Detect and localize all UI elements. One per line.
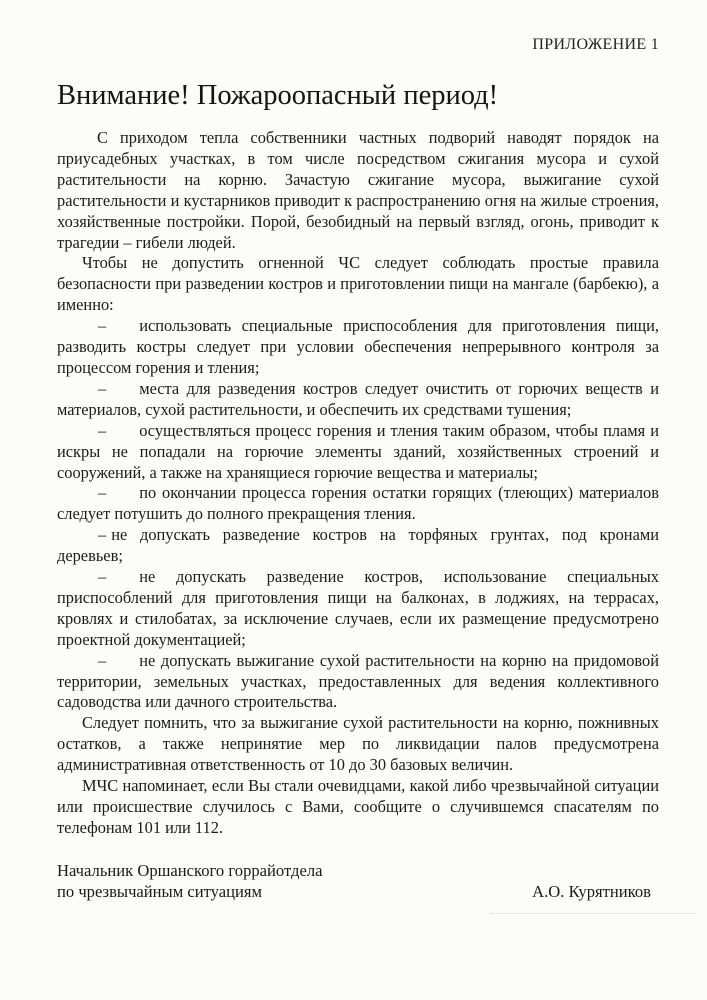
signature-position-line1: Начальник Оршанского горрайотдела — [57, 860, 323, 880]
bullet-marker: – — [98, 316, 107, 336]
bullet-marker: – — [98, 567, 107, 587]
signature-block — [57, 861, 659, 903]
paragraph-text: Чтобы не допустить огненной ЧС следует соблюдать простые правила безопасности при разведении костров и приготовлении пищи на мангале (барбекю), а именно: — [57, 253, 659, 315]
paragraph — [57, 128, 659, 253]
bullet-item — [57, 316, 659, 379]
signature-name: А.О. Курятников — [532, 881, 651, 901]
bullet-marker: – — [98, 378, 107, 398]
paragraph — [57, 253, 659, 316]
scan-artifact — [490, 913, 695, 914]
paragraph-text: использовать специальные приспособления для приготовления пищи, разводить костры следует при условии обеспечения непрерывного контроля за процессом горения и тления; — [57, 316, 659, 377]
bullet-item — [57, 525, 659, 567]
paragraph-text: по окончании процесса горения остатки горящих (тлеющих) материалов следует потушить до полного прекращения тления. — [57, 483, 659, 524]
appendix-label: ПРИЛОЖЕНИЕ 1 — [532, 36, 659, 53]
signature-position — [57, 861, 322, 903]
bullet-marker: – — [98, 525, 107, 545]
paragraph-text: места для разведения костров следует очистить от горючих веществ и материалов, сухой растительности, и обеспечить их средствами тушения; — [57, 378, 659, 419]
bullet-item — [57, 651, 659, 714]
paragraph — [57, 776, 659, 839]
paragraph-text: МЧС напоминает, если Вы стали очевидцами, какой либо чрезвычайной ситуации или происшествие случилось с Вами, сообщите о случившемся спасателям по телефонам 101 или 112. — [57, 776, 659, 837]
signature-position-line2: по чрезвычайным ситуациям — [57, 881, 262, 901]
paragraph-text: не допускать выжигание сухой растительности на корню на придомовой территории, земельных участках, предоставленных для ведения коллективного садоводства или дачного строительства. — [57, 650, 659, 712]
bullet-item — [57, 379, 659, 421]
paragraph-text: осуществляться процесс горения и тления таким образом, чтобы пламя и искры не попадали на горючие элементы зданий, хозяйственных строений и сооружений, а также на хранящиеся горючие вещества и материалы; — [57, 420, 659, 482]
document-body — [57, 128, 659, 839]
paragraph-text: не допускать разведение костров на торфяных грунтах, под кронами деревьев; — [57, 525, 659, 566]
bullet-item — [57, 567, 659, 651]
bullet-marker: – — [98, 483, 107, 503]
page-title: Внимание! Пожароопасный период! — [57, 80, 499, 111]
paragraph-text: не допускать разведение костров, использование специальных приспособлений для приготовления пищи на балконах, в лоджиях, на террасах, кровлях и стилобатах, за исключение случаев, если их размещение предусмотрено проектной документацией; — [57, 567, 659, 649]
paragraph-text: С приходом тепла собственники частных подворий наводят порядок на приусадебных участках, в том числе посредством сжигания мусора и сухой растительности на корню. Зачастую сжигание мусора, выжигание сухой растительности и кустарников приводит к распространению огня на жилые строения, хозяйственные постройки. Порой, безобидный на первый взгляд, огонь, приводит к трагедии – гибели людей. — [57, 128, 659, 252]
bullet-item — [57, 421, 659, 484]
bullet-marker: – — [98, 420, 107, 440]
bullet-item — [57, 483, 659, 525]
bullet-marker: – — [98, 650, 107, 670]
paragraph-text: Следует помнить, что за выжигание сухой растительности на корню, пожнивных остатков, а также непринятие мер по ликвидации палов предусмотрена административная ответственность от 10 до 30 базовых величин. — [57, 713, 659, 775]
paragraph — [57, 713, 659, 776]
